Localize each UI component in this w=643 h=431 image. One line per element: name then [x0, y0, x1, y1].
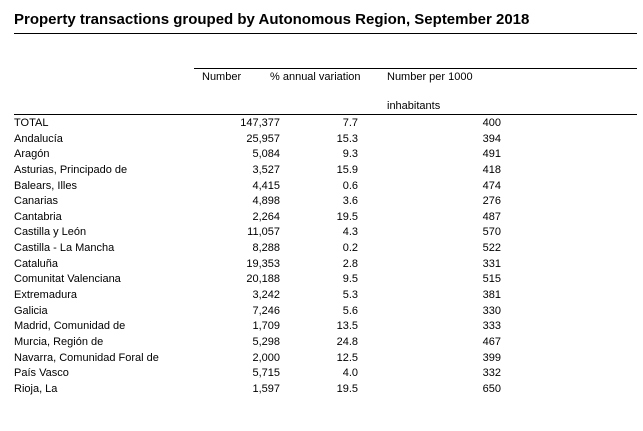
per-1000-cell: 276: [482, 195, 501, 208]
per-1000-cell: 399: [482, 351, 501, 364]
annual-variation-cell: 0.6: [342, 179, 358, 192]
table-row: [14, 147, 634, 163]
number-cell: 4,415: [252, 179, 280, 192]
annual-variation-cell: 13.5: [336, 320, 358, 333]
table-row: [14, 288, 634, 304]
table-row: [14, 351, 634, 367]
number-cell: 4,898: [252, 195, 280, 208]
header-bottom-rule: [14, 114, 637, 115]
table-row: [14, 241, 634, 257]
region-cell: Extremadura: [14, 289, 77, 302]
region-cell: Castilla - La Mancha: [14, 242, 115, 255]
number-cell: 5,715: [252, 367, 280, 380]
region-cell: Cantabria: [14, 210, 62, 223]
table-row: [14, 116, 634, 132]
number-cell: 1,709: [252, 320, 280, 333]
number-cell: 5,084: [252, 148, 280, 161]
per-1000-cell: 491: [482, 148, 501, 161]
header-per-1000-line1: Number per 1000: [387, 71, 473, 83]
header-number: Number: [202, 71, 242, 83]
table-row: [14, 194, 634, 210]
per-1000-cell: 333: [482, 320, 501, 333]
per-1000-cell: 515: [482, 273, 501, 286]
annual-variation-cell: 24.8: [336, 335, 358, 348]
annual-variation-cell: 15.3: [336, 132, 358, 145]
region-cell: Madrid, Comunidad de: [14, 320, 126, 333]
per-1000-cell: 332: [482, 367, 501, 380]
table-row: [14, 304, 634, 320]
region-cell: TOTAL: [14, 117, 49, 129]
region-cell: País Vasco: [14, 367, 69, 380]
per-1000-cell: 394: [482, 132, 501, 145]
annual-variation-cell: 15.9: [336, 163, 358, 176]
per-1000-cell: 487: [482, 210, 501, 223]
region-cell: Rioja, La: [14, 382, 58, 395]
annual-variation-cell: 9.5: [342, 273, 358, 286]
region-cell: Asturias, Principado de: [14, 163, 128, 176]
per-1000-cell: 331: [482, 257, 501, 270]
per-1000-cell: 650: [482, 382, 501, 395]
number-cell: 2,264: [252, 210, 280, 223]
annual-variation-cell: 2.8: [342, 257, 358, 270]
table-row: [14, 335, 634, 351]
number-cell: 19,353: [246, 257, 280, 270]
number-cell: 3,527: [252, 163, 280, 176]
table-row: [14, 210, 634, 226]
transactions-table: [14, 116, 634, 398]
annual-variation-cell: 12.5: [336, 351, 358, 364]
title-underline: [14, 33, 637, 34]
number-cell: 3,242: [252, 289, 280, 302]
header-per-1000-line2: inhabitants: [387, 100, 441, 112]
per-1000-cell: 467: [482, 335, 501, 348]
table-row: [14, 225, 634, 241]
table-row: [14, 179, 634, 195]
annual-variation-cell: 19.5: [336, 382, 358, 395]
number-cell: 20,188: [246, 273, 280, 286]
header-top-rule: [194, 68, 637, 69]
annual-variation-cell: 4.0: [342, 367, 358, 380]
table-row: [14, 382, 634, 398]
annual-variation-cell: 4.3: [342, 226, 358, 239]
number-cell: 2,000: [252, 351, 280, 364]
number-cell: 11,057: [247, 226, 280, 239]
number-cell: 25,957: [246, 132, 280, 145]
table-row: [14, 319, 634, 335]
table-row: [14, 257, 634, 273]
per-1000-cell: 381: [482, 289, 501, 302]
annual-variation-cell: 0.2: [342, 242, 358, 255]
header-annual-variation: % annual variation: [270, 71, 361, 83]
region-cell: Cataluña: [14, 257, 59, 270]
number-cell: 8,288: [252, 242, 280, 255]
annual-variation-cell: 3.6: [342, 195, 358, 208]
number-cell: 147,377: [240, 117, 280, 129]
per-1000-cell: 570: [482, 226, 501, 239]
table-row: [14, 272, 634, 288]
table-row: [14, 366, 634, 382]
number-cell: 7,246: [252, 304, 280, 317]
region-cell: Navarra, Comunidad Foral de: [14, 351, 159, 364]
annual-variation-cell: 19.5: [336, 210, 358, 223]
region-cell: Canarias: [14, 195, 59, 208]
per-1000-cell: 522: [482, 242, 501, 255]
number-cell: 5,298: [252, 335, 280, 348]
annual-variation-cell: 5.3: [342, 289, 358, 302]
table-row: [14, 132, 634, 148]
region-cell: Castilla y León: [14, 226, 87, 239]
region-cell: Murcia, Región de: [14, 335, 104, 348]
per-1000-cell: 330: [482, 304, 501, 317]
region-cell: Andalucía: [14, 132, 63, 145]
region-cell: Galicia: [14, 304, 48, 317]
region-cell: Aragón: [14, 148, 50, 161]
per-1000-cell: 400: [482, 117, 501, 129]
number-cell: 1,597: [252, 382, 280, 395]
per-1000-cell: 418: [482, 163, 501, 176]
page-title: Property transactions grouped by Autonomous Region, September 2018: [14, 11, 530, 28]
annual-variation-cell: 9.3: [342, 148, 358, 161]
annual-variation-cell: 7.7: [342, 117, 358, 129]
table-row: [14, 163, 634, 179]
annual-variation-cell: 5.6: [342, 304, 358, 317]
per-1000-cell: 474: [482, 179, 501, 192]
region-cell: Comunitat Valenciana: [14, 273, 121, 286]
region-cell: Balears, Illes: [14, 179, 77, 192]
